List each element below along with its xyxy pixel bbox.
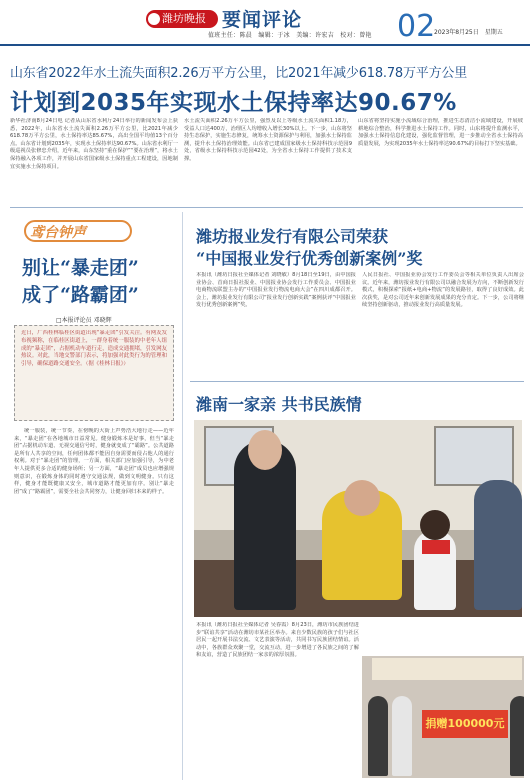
lead-column-3: 山东省将坚持实施小流域综合治理，推进生态清洁小流域建设，开展坡耕地综合整治，科学推进水土保持工作。同时，山东将提升监测水平，加强水土保持信息化建设，强化监督管理，进一步推动全省水土保持高质量发展，为实现2035年水土保持率达90.67%的目标打下坚实基础。 xyxy=(358,118,523,147)
family-headline: 潍南一家亲 共书民族情 xyxy=(196,395,362,414)
lead-divider xyxy=(10,207,523,208)
editor-credits: 值班主任：陈晨 编辑：于冰 美编：许宏吉 校对：曾艳 xyxy=(208,32,372,39)
award-divider xyxy=(190,381,524,382)
activity-photo xyxy=(194,420,522,617)
award-headline-line1: 潍坊报业发行有限公司荣获 xyxy=(196,227,389,246)
commentary-headline-line2: 成了“路霸团” xyxy=(22,284,139,306)
commentary-body-wrap xyxy=(14,428,174,778)
lead-column-2: 水土流失面积2.26万平方公里，强烈及以上等级水土流失面积1.18万，受益人口达400万，治理区人均增收入增长30%以上。下一步，山东将坚持生态保护，实施生态修复，统筹水土资源保护与利用，加强水土保持监测，提升水土保持治理效能。山东省已建成国家级水土保持科技示范园9处，省级水土保持科技示范园42处，为全省水土保持工作提供了技术支撑。 xyxy=(184,118,352,162)
award-column-2: 人民日报社、中国报业协会发行工作委员会等相关单位负责人出席会议。近年来，潍坊报业发行有限公司以融合发展为方向，不断创新发行模式，积极探索“报纸+电商+物流”的发展路径，取得了良好成效。此次获奖，是对公司近年来创新发展成果的充分肯定。下一步，公司将继续坚持创新驱动，推动报业发行高质量发展。 xyxy=(362,272,524,309)
lead-column-1: 新华社济南8月24日电 记者从山东省水利厅24日举行的新闻发布会上获悉，2022年，山东省水土流失面积2.26万平方公里，比2021年减少618.78万平方公里，水土保持率达85.67%，高出全国平均值13个百分点。山东省计划到2035年，实现水土保持率达90.67%。山东省水利厅一级巡视员张修忠介绍，近年来，山东坚持“重在保护”“要在治理”，将水土保持融入各项工作，并开展山东省国家级水土保持重点工程建设，因地制宜实施水土保持项目。 xyxy=(10,118,178,170)
header-rule xyxy=(0,44,530,46)
award-headline-line2: “中国报业发行优秀创新案例”奖 xyxy=(196,249,423,268)
commentary-headline xyxy=(22,255,139,309)
commentary-quote: 近日，广西桂林临桂区街道出现“暴走团”引发关注。有网友发布视频称，在临桂区街道上，一群身着统一服装的中老年人组成的“暴走团”，占据机动车道行走，造成交通拥堵，引发网友热议。对此，当地交警部门表示，将加强对此类行为的管理和引导，确保道路交通安全。（据《桂林日报》） xyxy=(21,330,167,368)
donation-photo xyxy=(362,656,524,778)
commentary-headline-line1: 别让“暴走团” xyxy=(22,257,139,279)
commentary-body: 统一服装，统一节奏，在傍晚的大街上声势浩大地行走——近年来，“暴走团”在各地城市日益常见。健身锻炼本是好事，但当“暴走团”占据机动车道、无视交通信号时，健身就变成了“霸路”。公共道路是所有人共享的空间，任何团体都不能因自身需要而侵占他人的通行权利。对于“暴走团”的管理，一方面，相关部门应加强引导，为中老年人提供更多合适的健身场所；另一方面，“暴走团”成员也应增强规则意识，在锻炼身体的同时遵守交通法规，做到文明健身。只有这样，健身才能既健康又安全，城市道路才能更加有序。别让“暴走团”成了“路霸团”，需要全社会共同努力，让健身回归本来的样子。 xyxy=(14,428,174,495)
issue-date: 2023年8月25日 星期五 xyxy=(434,29,503,36)
section-title: 要闻评论 xyxy=(222,9,303,31)
donation-check: 捐赠100000元 xyxy=(422,710,508,738)
family-body: 本报讯（潍坊日报社全媒体记者 吴春霞）8月23日，潍坊市民族团结进步“联谊共享”活动在潍坊市某社区举办。来自少数民族的孩子们与社区居民一起开展书法交流、文艺表演等活动，共同书写民族团结情谊。活动中，各族群众欢聚一堂，交流互动，进一步增进了各民族之间的了解和友谊，营造了民族团结一家亲的浓厚氛围。 xyxy=(196,622,359,659)
lead-subtitle: 山东省2022年水土流失面积2.26万平方公里，比2021年减少618.78万平方公里 xyxy=(10,66,468,81)
newspaper-logo: 潍坊晚报 xyxy=(146,10,218,28)
commentary-quote-box xyxy=(14,325,174,421)
page-number: 02 xyxy=(397,9,436,44)
award-column-1: 本报讯（潍坊日报社全媒体记者 刘晓敏）8月18日至19日，由中国报业协会、首商日报社报业、中国报业协会发行工作委员会、中国报业电商物流联盟主办的“中国报业发行物流电商大会”在四川成都召开。会上，潍坊报业发行有限公司“报业发行创新实践”案例获评“中国报业发行优秀创新案例”奖。 xyxy=(196,272,356,309)
commentary-byline: □本报评论员 邓晓辉 xyxy=(56,317,112,324)
column-name: 鸢台钟声 xyxy=(30,225,86,241)
lead-headline: 计划到2035年实现水土保持率达90.67% xyxy=(10,90,457,116)
logo-emblem-icon xyxy=(148,13,160,25)
